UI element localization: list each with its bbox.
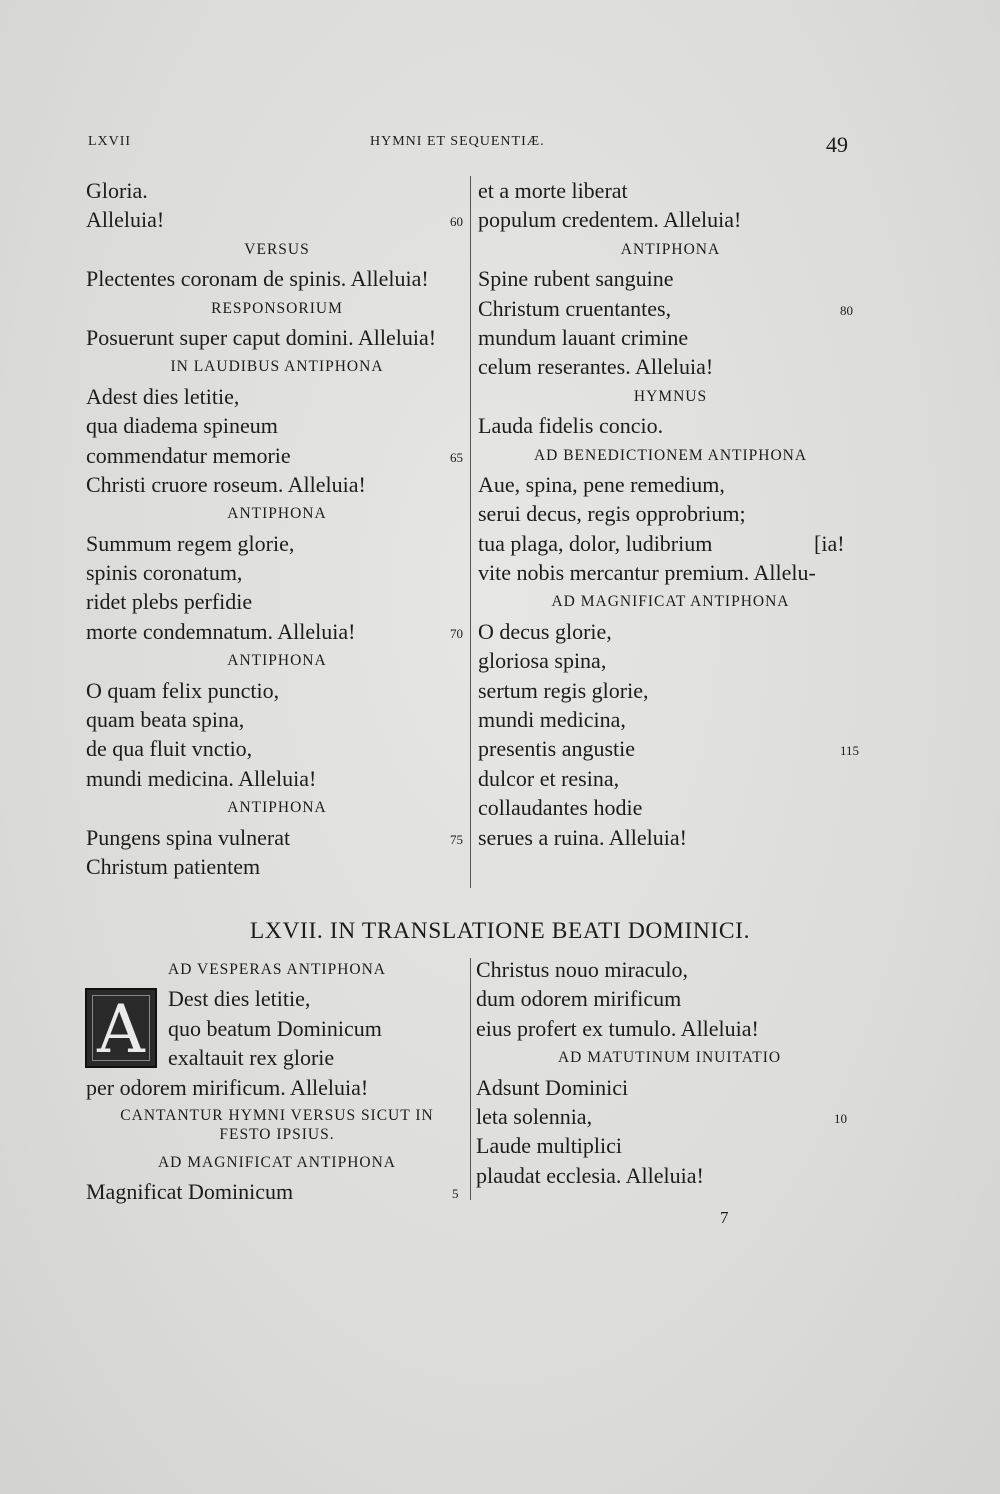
verse-line	[86, 984, 468, 1013]
verse-line	[86, 470, 468, 499]
line-number: 70	[450, 625, 463, 641]
verse-text: Adest dies letitie,	[86, 383, 240, 409]
verse-text: Lauda fidelis concio.	[478, 413, 664, 439]
verse-line	[478, 705, 863, 734]
verse-line	[86, 411, 468, 440]
verse-line	[478, 323, 863, 352]
verse-line	[478, 823, 863, 852]
rubric-heading	[86, 294, 468, 323]
verse-text: qua diadema spineum	[86, 413, 278, 439]
verse-line	[86, 264, 468, 293]
verse-text: mundi medicina,	[478, 707, 626, 733]
verse-text: commendatur memorie	[86, 442, 291, 468]
rubric-heading: CANTANTUR HYMNI VERSUS SICUT IN	[120, 1106, 434, 1124]
verse-text: Posuerunt super caput domini. Alleluia!	[86, 324, 437, 350]
verse-text: tua plaga, dolor, ludibrium	[478, 530, 713, 556]
verse-text: de qua fluit vnctio,	[86, 736, 253, 762]
verse-text: quo beatum Dominicum	[168, 1015, 382, 1041]
line-number: 75	[450, 831, 463, 847]
verse-line	[476, 1102, 863, 1131]
rubric-heading	[86, 1148, 468, 1177]
verse-text: O decus glorie,	[478, 618, 612, 644]
rubric-text: RESPONSORIUM	[211, 299, 343, 317]
verse-text: celum reserantes. Alleluia!	[478, 354, 714, 380]
verse-line	[478, 352, 863, 381]
verse-line	[478, 176, 863, 205]
verse-line	[86, 1014, 468, 1043]
verse-text: presentis angustie	[478, 736, 636, 762]
verse-line	[86, 1177, 468, 1206]
rubric-text: ANTIPHONA	[227, 505, 327, 523]
verse-line	[478, 793, 863, 822]
verse-line	[86, 529, 468, 558]
running-head-title: HYMNI ET SEQUENTIÆ.	[370, 134, 545, 149]
rubric-text: AD MATUTINUM INUITATIO	[557, 1049, 782, 1067]
verse-line	[86, 176, 468, 205]
verse-line	[478, 764, 863, 793]
verse-text: Pungens spina vulnerat	[86, 824, 291, 850]
verse-text: et a morte liberat	[478, 178, 628, 203]
rubric-heading	[86, 793, 468, 822]
verse-line	[86, 558, 468, 587]
verse-text: per odorem mirificum. Alleluia!	[86, 1074, 369, 1100]
verse-line	[476, 1131, 863, 1160]
verse-line	[476, 984, 863, 1013]
verse-text: Plectentes coronam de spinis. Alleluia!	[86, 266, 429, 292]
verse-text: quam beata spina,	[86, 707, 245, 733]
verse-line	[478, 470, 863, 499]
turnover-fragment: [ia!	[814, 530, 845, 556]
running-head-chapter: LXVII	[88, 134, 132, 149]
verse-text: Christus nouo miraculo,	[476, 957, 689, 982]
verse-text: morte condemnatum. Alleluia!	[86, 618, 356, 644]
lower-right-column	[476, 955, 863, 1190]
verse-text: gloriosa spina,	[478, 648, 607, 674]
verse-text: vite nobis mercantur premium. Allelu-	[478, 560, 816, 586]
verse-line	[476, 1161, 863, 1190]
verse-line	[478, 411, 863, 440]
verse-line	[86, 205, 468, 234]
verse-line	[86, 1043, 468, 1072]
verse-text: O quam felix punctio,	[86, 677, 280, 703]
verse-line	[86, 323, 468, 352]
verse-text: Magnificat Dominicum	[86, 1179, 294, 1205]
verse-line	[476, 955, 863, 984]
rubric-text: AD BENEDICTIONEM ANTIPHONA	[533, 446, 808, 464]
verse-text: ridet plebs perfidie	[86, 589, 253, 615]
rubric-text: HYMNUS	[633, 387, 708, 405]
verse-text: Adsunt Dominici	[476, 1074, 629, 1100]
verse-line	[86, 764, 468, 793]
rubric-text: AD MAGNIFICAT ANTIPHONA	[551, 593, 790, 611]
verse-line	[478, 499, 863, 528]
rubric-heading	[478, 441, 863, 470]
rubric-heading	[478, 587, 863, 616]
rubric-text: AD MAGNIFICAT ANTIPHONA	[157, 1153, 396, 1171]
rubric-heading	[478, 235, 863, 264]
verse-text: mundi medicina. Alleluia!	[86, 765, 317, 791]
decorated-initial-letter: A	[97, 991, 145, 1068]
rubric-text: VERSUS	[244, 240, 310, 258]
rubric-text: ANTIPHONA	[227, 799, 327, 817]
verse-line	[86, 734, 468, 763]
verse-text: Aue, spina, pene remedium,	[478, 471, 725, 497]
verse-text: leta solennia,	[476, 1103, 593, 1129]
verse-line	[86, 676, 468, 705]
verse-line	[86, 441, 468, 470]
verse-line	[478, 734, 863, 763]
verse-line	[476, 1014, 863, 1043]
verse-line	[478, 294, 863, 323]
verse-line	[86, 823, 468, 852]
verse-line	[478, 676, 863, 705]
verse-text: plaudat ecclesia. Alleluia!	[476, 1162, 704, 1188]
line-number: 80	[840, 302, 853, 318]
rubric-heading	[478, 382, 863, 411]
section-title: LXVII. IN TRANSLATIONE BEATI DOMINICI.	[249, 918, 751, 944]
rubric-heading	[86, 955, 468, 984]
verse-line	[86, 852, 468, 881]
rubric-heading	[86, 352, 468, 381]
verse-text: serui decus, regis opprobrium;	[478, 501, 746, 527]
line-number: 5	[452, 1186, 459, 1202]
rubric-heading	[86, 646, 468, 675]
verse-text: sertum regis glorie,	[478, 677, 649, 703]
verse-text: Laude multiplici	[476, 1133, 623, 1159]
verse-text: dulcor et resina,	[478, 765, 620, 791]
verse-line	[478, 646, 863, 675]
line-number: 10	[834, 1110, 847, 1126]
verse-text: spinis coronatum,	[86, 560, 243, 586]
line-number: 115	[840, 743, 860, 759]
verse-text: serues a ruina. Alleluia!	[478, 824, 687, 850]
verse-text: eius profert ex tumulo. Alleluia!	[476, 1015, 759, 1041]
verse-text: Gloria.	[86, 178, 148, 203]
verse-line	[86, 382, 468, 411]
signature-mark: 7	[720, 1208, 729, 1227]
verse-line	[86, 587, 468, 616]
verse-text: Alleluia!	[86, 207, 165, 233]
verse-text: populum credentem. Alleluia!	[478, 207, 742, 233]
rubric-heading-continued: FESTO IPSIUS.	[219, 1125, 335, 1143]
verse-line	[86, 617, 468, 646]
verse-text: Spine rubent sanguine	[478, 266, 674, 292]
verse-text: Christum cruentantes,	[478, 295, 672, 321]
lower-column-rule	[470, 958, 471, 1200]
verse-line	[476, 1073, 863, 1102]
verse-line	[478, 264, 863, 293]
line-number: 60	[450, 214, 463, 230]
verse-text: exaltauit rex glorie	[168, 1045, 335, 1071]
verse-line	[86, 1073, 468, 1102]
page-number: 49	[826, 132, 848, 157]
verse-text: Dest dies letitie,	[168, 986, 311, 1012]
lower-left-column	[86, 955, 468, 1207]
verse-line	[478, 558, 863, 587]
verse-text: collaudantes hodie	[478, 795, 643, 821]
rubric-heading	[86, 499, 468, 528]
upper-right-column	[478, 176, 863, 852]
upper-left-column	[86, 176, 468, 881]
upper-column-rule	[470, 176, 471, 888]
verse-text: Summum regem glorie,	[86, 530, 295, 556]
rubric-heading	[476, 1043, 863, 1072]
verse-line	[478, 617, 863, 646]
rubric-heading	[86, 235, 468, 264]
verse-line	[478, 205, 863, 234]
rubric-text: ANTIPHONA	[227, 652, 327, 670]
verse-text: mundum lauant crimine	[478, 324, 689, 350]
verse-line	[478, 529, 863, 558]
line-number: 65	[450, 449, 463, 465]
rubric-text: AD VESPERAS ANTIPHONA	[168, 961, 386, 978]
rubric-text: IN LAUDIBUS ANTIPHONA	[170, 358, 384, 376]
verse-text: Christi cruore roseum. Alleluia!	[86, 471, 366, 497]
verse-text: dum odorem mirificum	[476, 986, 682, 1012]
verse-text: Christum patientem	[86, 853, 261, 879]
rubric-text: ANTIPHONA	[620, 240, 721, 258]
verse-line	[86, 705, 468, 734]
